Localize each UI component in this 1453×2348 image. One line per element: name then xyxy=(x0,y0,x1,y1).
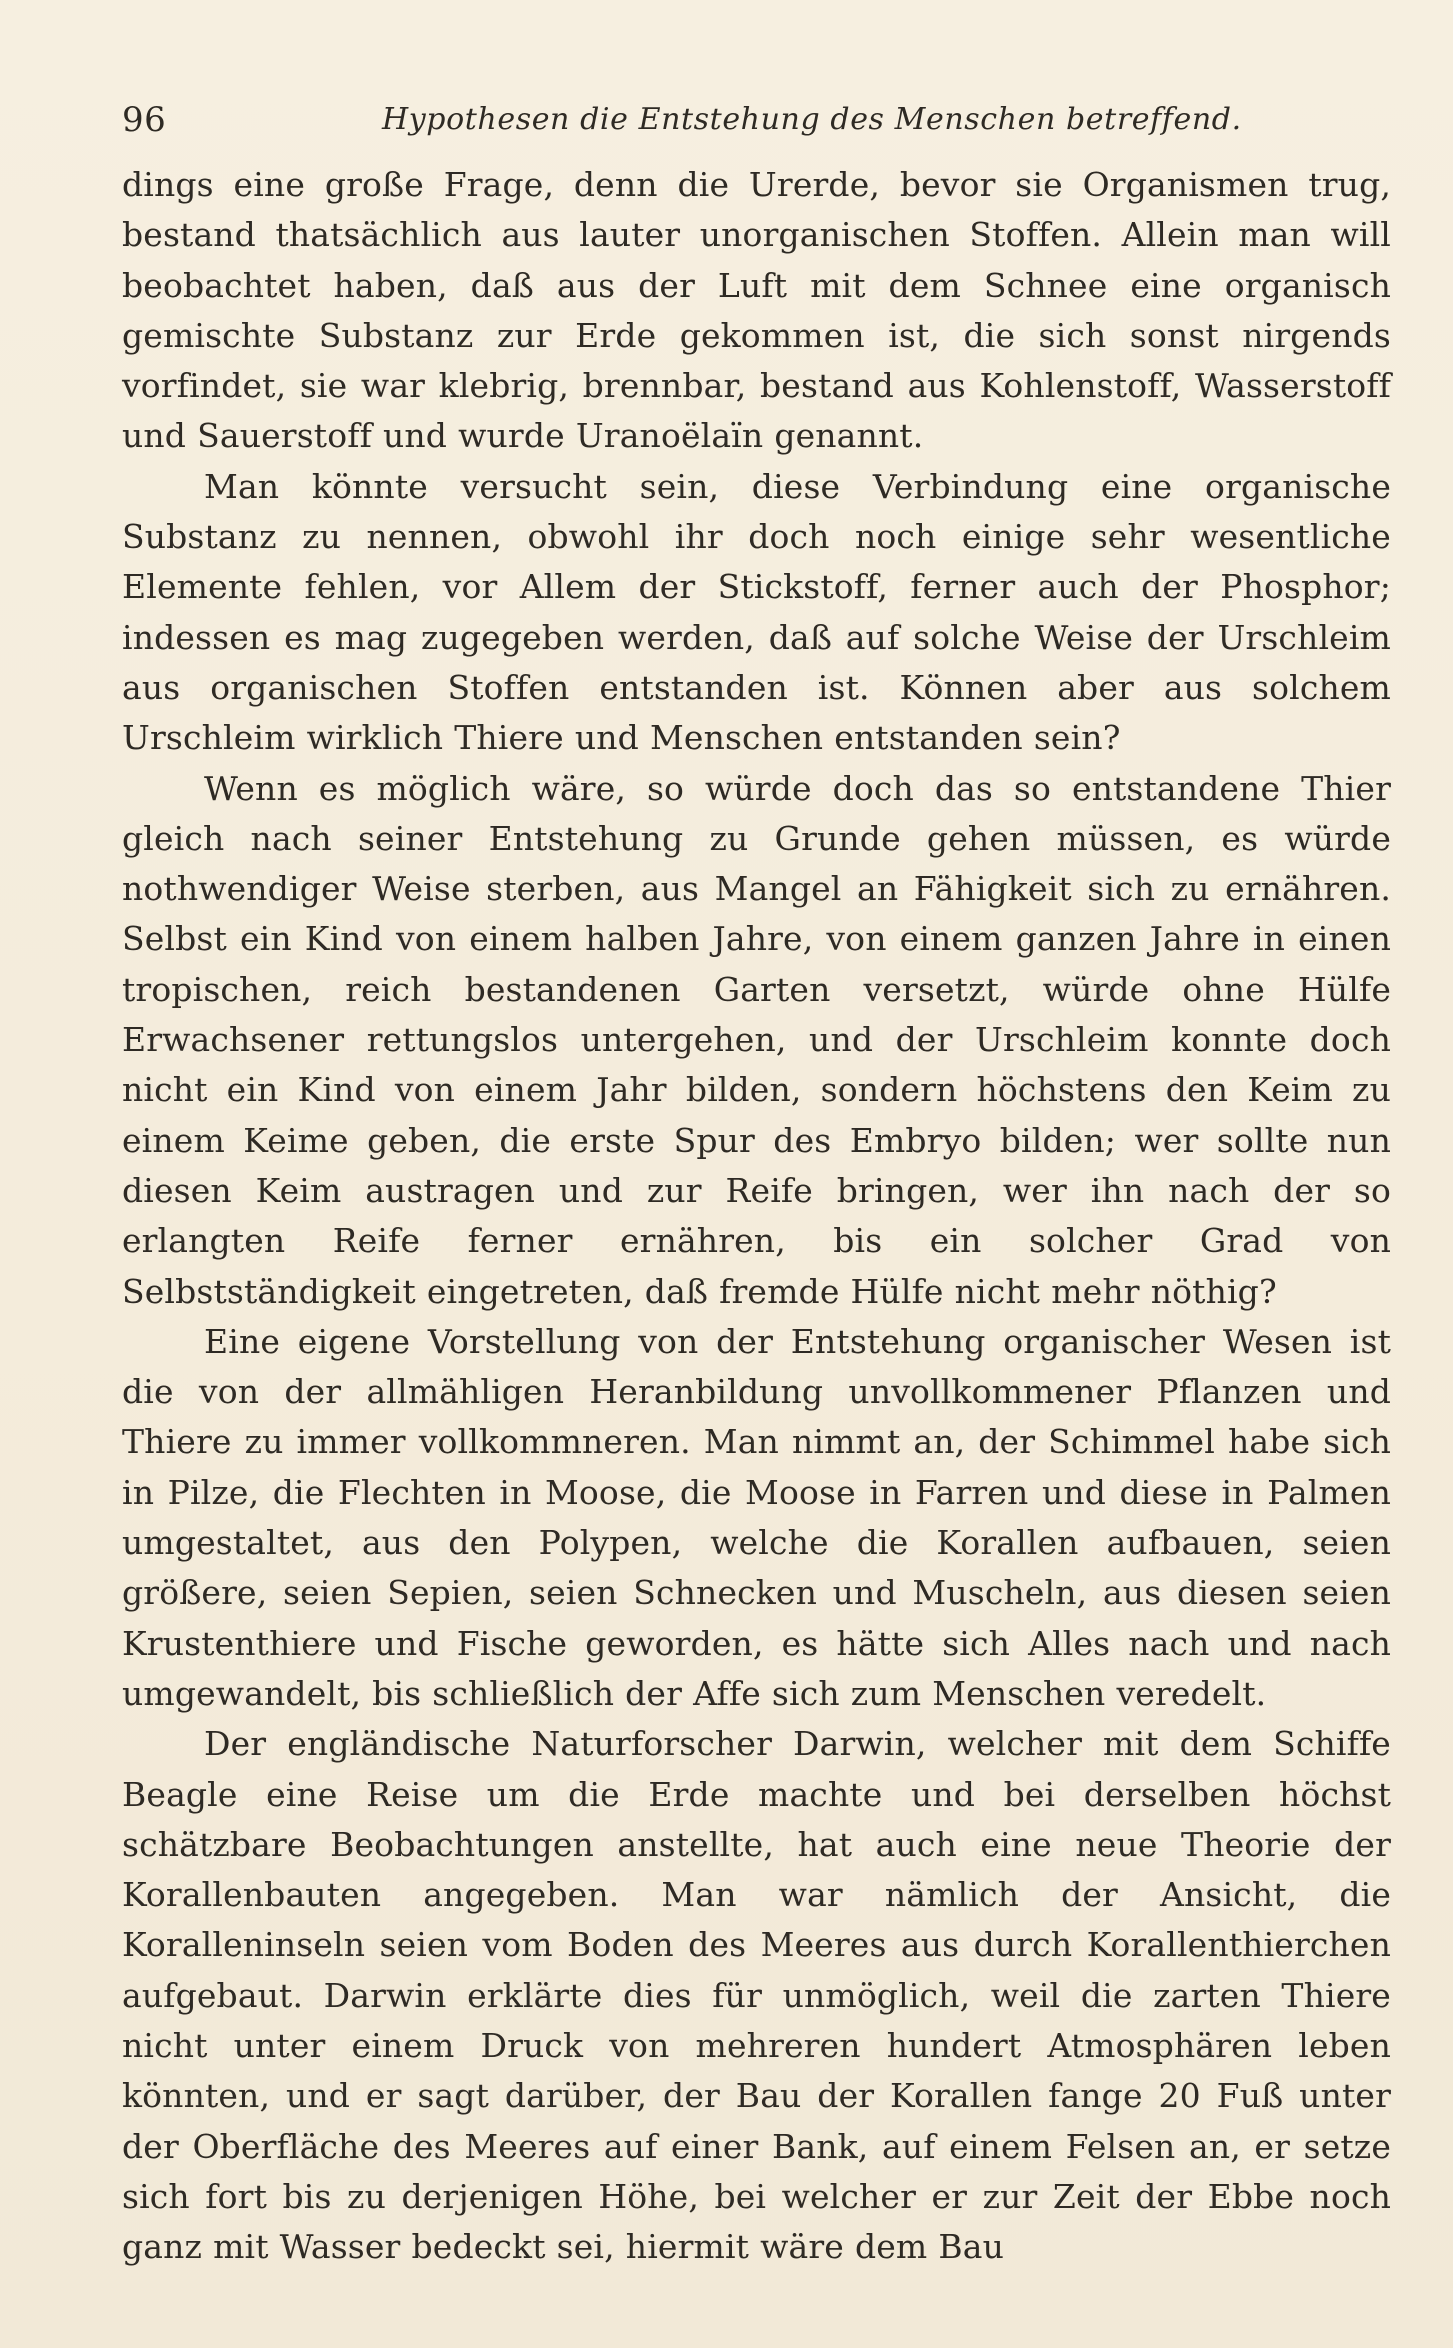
paragraph-4: Eine eigene Vorstellung von der Entstehung organischer Wesen ist die von der allmähligen Heranbildung unvollkommener Pflanzen und Thiere zu immer vollkommneren. Man nimmt an, der Schimmel habe sich in Pilze, die Flechten in Moose, die Moose in Farren und diese in Palmen umgestaltet, aus den Polypen, welche die Korallen aufbauen, seien größere, seien Sepien, seien Schnecken und Muscheln, aus diesen seien Krustenthiere und Fische geworden, es hätte sich Alles nach und nach umgewandelt, bis schließlich der Affe sich zum Menschen veredelt. xyxy=(122,1321,1391,1713)
page-header xyxy=(122,92,1391,148)
paragraph-3: Wenn es möglich wäre, so würde doch das so entstandene Thier gleich nach seiner Entstehung zu Grunde gehen müssen, es würde nothwendiger Weise sterben, aus Mangel an Fähigkeit sich zu ernähren. Selbst ein Kind von einem halben Jahre, von einem ganzen Jahre in einen tropischen, reich bestandenen Garten versetzt, würde ohne Hülfe Erwachsener rettungslos untergehen, und der Urschleim konnte doch nicht ein Kind von einem Jahr bilden, sondern höchstens den Keim zu einem Keime geben, die erste Spur des Embryo bilden; wer sollte nun diesen Keim austragen und zur Reife bringen, wer ihn nach der so erlangten Reife ferner ernähren, bis ein solcher Grad von Selbstständigkeit eingetreten, daß fremde Hülfe nicht mehr nöthig? xyxy=(122,768,1391,1311)
paragraph-2: Man könnte versucht sein, diese Verbindung eine organische Substanz zu nennen, obwohl ihr doch noch einige sehr wesentliche Elemente fehlen, vor Allem der Stickstoff, ferner auch der Phosphor; indessen es mag zugegeben werden, daß auf solche Weise der Urschleim aus organischen Stoffen entstanden ist. Können aber aus solchem Urschleim wirklich Thiere und Menschen entstanden sein? xyxy=(122,466,1391,758)
paragraph-5: Der engländische Naturforscher Darwin, welcher mit dem Schiffe Beagle eine Reise um die Erde machte und bei derselben höchst schätzbare Beobachtungen anstellte, hat auch eine neue Theorie der Korallenbauten angegeben. Man war nämlich der Ansicht, die Koralleninseln seien vom Boden des Meeres aus durch Korallenthierchen aufgebaut. Darwin erklärte dies für unmöglich, weil die zarten Thiere nicht unter einem Druck von mehreren hundert Atmosphären leben könnten, und er sagt darüber, der Bau der Korallen fange 20 Fuß unter der Oberfläche des Meeres auf einer Bank, auf einem Felsen an, er setze sich fort bis zu derjenigen Höhe, bei welcher er zur Zeit der Ebbe noch ganz mit Wasser bedeckt sei, hiermit wäre dem Bau xyxy=(122,1724,1391,2267)
running-title: Hypothesen die Entstehung des Menschen betreffend. xyxy=(382,102,1242,137)
page-number: 96 xyxy=(122,100,167,140)
page-body xyxy=(122,160,1391,2272)
paragraph-1: dings eine große Frage, denn die Urerde, bevor sie Organismen trug, bestand thatsächlich aus lauter unorganischen Stoffen. Allein man will beobachtet haben, daß aus der Luft mit dem Schnee eine organisch gemischte Substanz zur Erde gekommen ist, die sich sonst nirgends vorfindet, sie war klebrig, brennbar, bestand aus Kohlenstoff, Wasserstoff und Sauerstoff und wurde Uranoëlaïn genannt. xyxy=(122,165,1391,456)
